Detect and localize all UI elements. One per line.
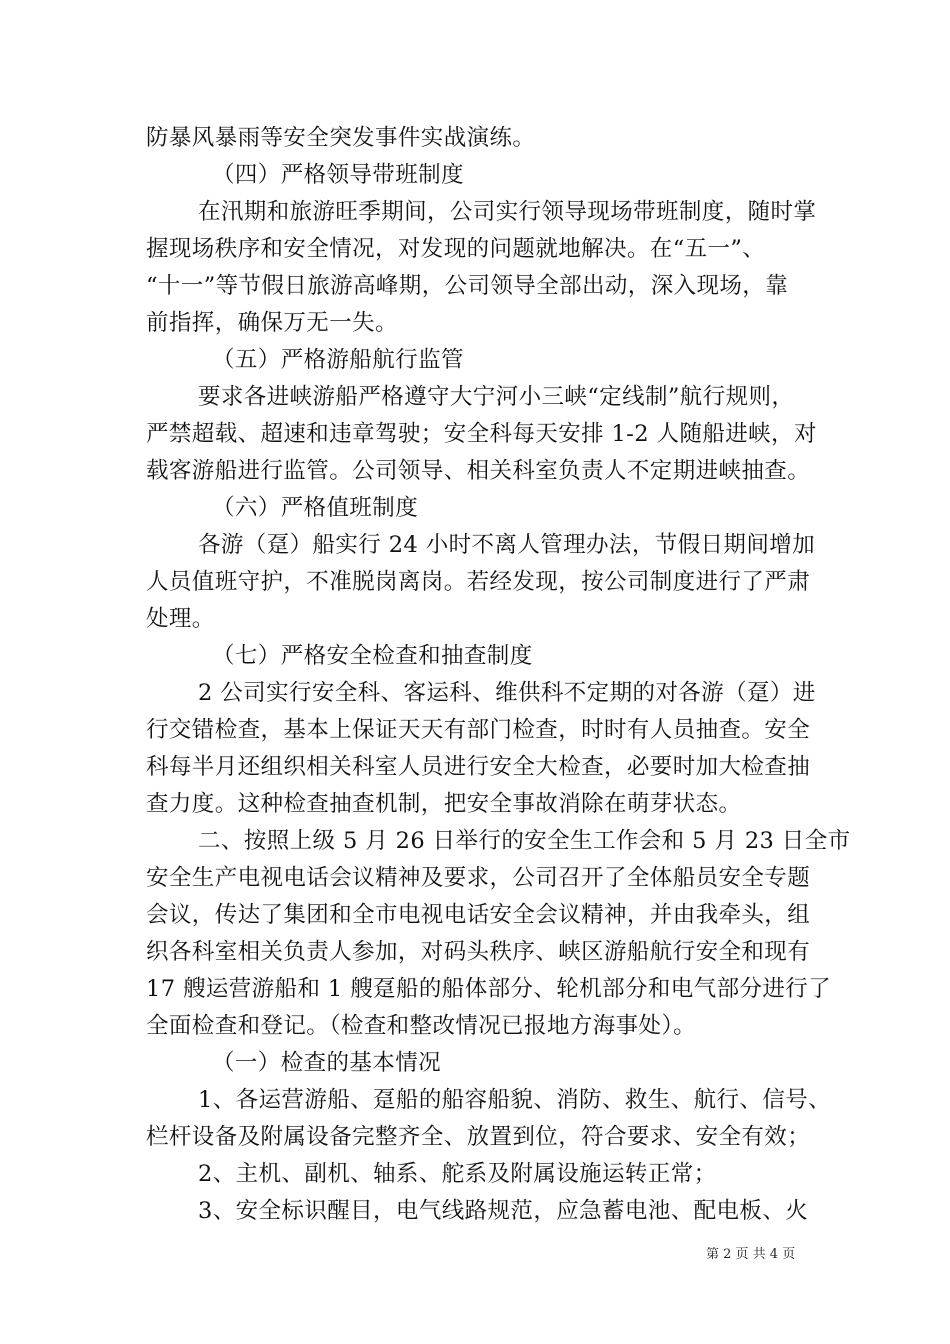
text-line: 处理。 bbox=[146, 606, 215, 632]
text-line: 二、按照上级 5 月 26 日举行的安全生工作会和 5 月 23 日全市 bbox=[198, 828, 851, 854]
text-line: 织各科室相关负责人参加，对码头秩序、峡区游船航行安全和现有 bbox=[146, 939, 811, 965]
text-line: 安全生产电视电话会议精神及要求，公司召开了全体船员安全专题 bbox=[146, 865, 811, 891]
text-line: 栏杆设备及附属设备完整齐全、放置到位，符合要求、安全有效； bbox=[146, 1124, 811, 1150]
text-line: 全面检查和登记。（检查和整改情况已报地方海事处）。 bbox=[146, 1013, 697, 1039]
text-line: 握现场秩序和安全情况，对发现的问题就地解决。在“五一”、 bbox=[146, 236, 766, 262]
text-line: 严禁超载、超速和违章驾驶；安全科每天安排 1-2 人随船进峡，对 bbox=[146, 421, 817, 447]
text-line: 1、各运营游船、趸船的船容船貌、消防、救生、航行、信号、 bbox=[198, 1087, 832, 1113]
text-line: 防暴风暴雨等安全突发事件实战演练。 bbox=[146, 125, 536, 151]
text-line: 2、主机、副机、轴系、舵系及附属设施运转正常； bbox=[198, 1161, 717, 1187]
section-heading: （七）严格安全检查和抽查制度 bbox=[212, 643, 533, 669]
text-line: 查力度。这种检查抽查机制，把安全事故消除在萌芽状态。 bbox=[146, 791, 742, 817]
text-line: 人员值班守护，不准脱岗离岗。若经发现，按公司制度进行了严肃 bbox=[146, 569, 811, 595]
text-line: 在汛期和旅游旺季期间，公司实行领导现场带班制度，随时掌 bbox=[198, 199, 817, 225]
section-heading: （一）检查的基本情况 bbox=[212, 1050, 442, 1076]
text-line: 3、安全标识醒目，电气线路规范，应急蓄电池、配电板、火 bbox=[198, 1198, 809, 1224]
section-heading: （五）严格游船航行监管 bbox=[212, 347, 464, 373]
text-line: 载客游船进行监管。公司领导、相关科室负责人不定期进峡抽查。 bbox=[146, 458, 811, 484]
text-line: 2 公司实行安全科、客运科、维供科不定期的对各游（趸）进 bbox=[198, 680, 816, 706]
text-line: 会议，传达了集团和全市电视电话安全会议精神，并由我牵头，组 bbox=[146, 902, 811, 928]
page-number: 第 2 页 共 4 页 bbox=[706, 1247, 796, 1262]
text-line: 科每半月还组织相关科室人员进行安全大检查，必要时加大检查抽 bbox=[146, 754, 811, 780]
section-heading: （四）严格领导带班制度 bbox=[212, 162, 464, 188]
text-line: 前指挥，确保万无一失。 bbox=[146, 310, 398, 336]
text-line: “十一”等节假日旅游高峰期，公司领导全部出动，深入现场，靠 bbox=[146, 273, 789, 299]
text-line: 行交错检查，基本上保证天天有部门检查，时时有人员抽查。安全 bbox=[146, 717, 811, 743]
section-heading: （六）严格值班制度 bbox=[212, 495, 419, 521]
text-line: 要求各进峡游船严格遵守大宁河小三峡“定线制”航行规则， bbox=[198, 384, 795, 410]
text-line: 各游（趸）船实行 24 小时不离人管理办法，节假日期间增加 bbox=[198, 532, 816, 558]
text-line: 17 艘运营游船和 1 艘趸船的船体部分、轮机部分和电气部分进行了 bbox=[146, 976, 832, 1002]
